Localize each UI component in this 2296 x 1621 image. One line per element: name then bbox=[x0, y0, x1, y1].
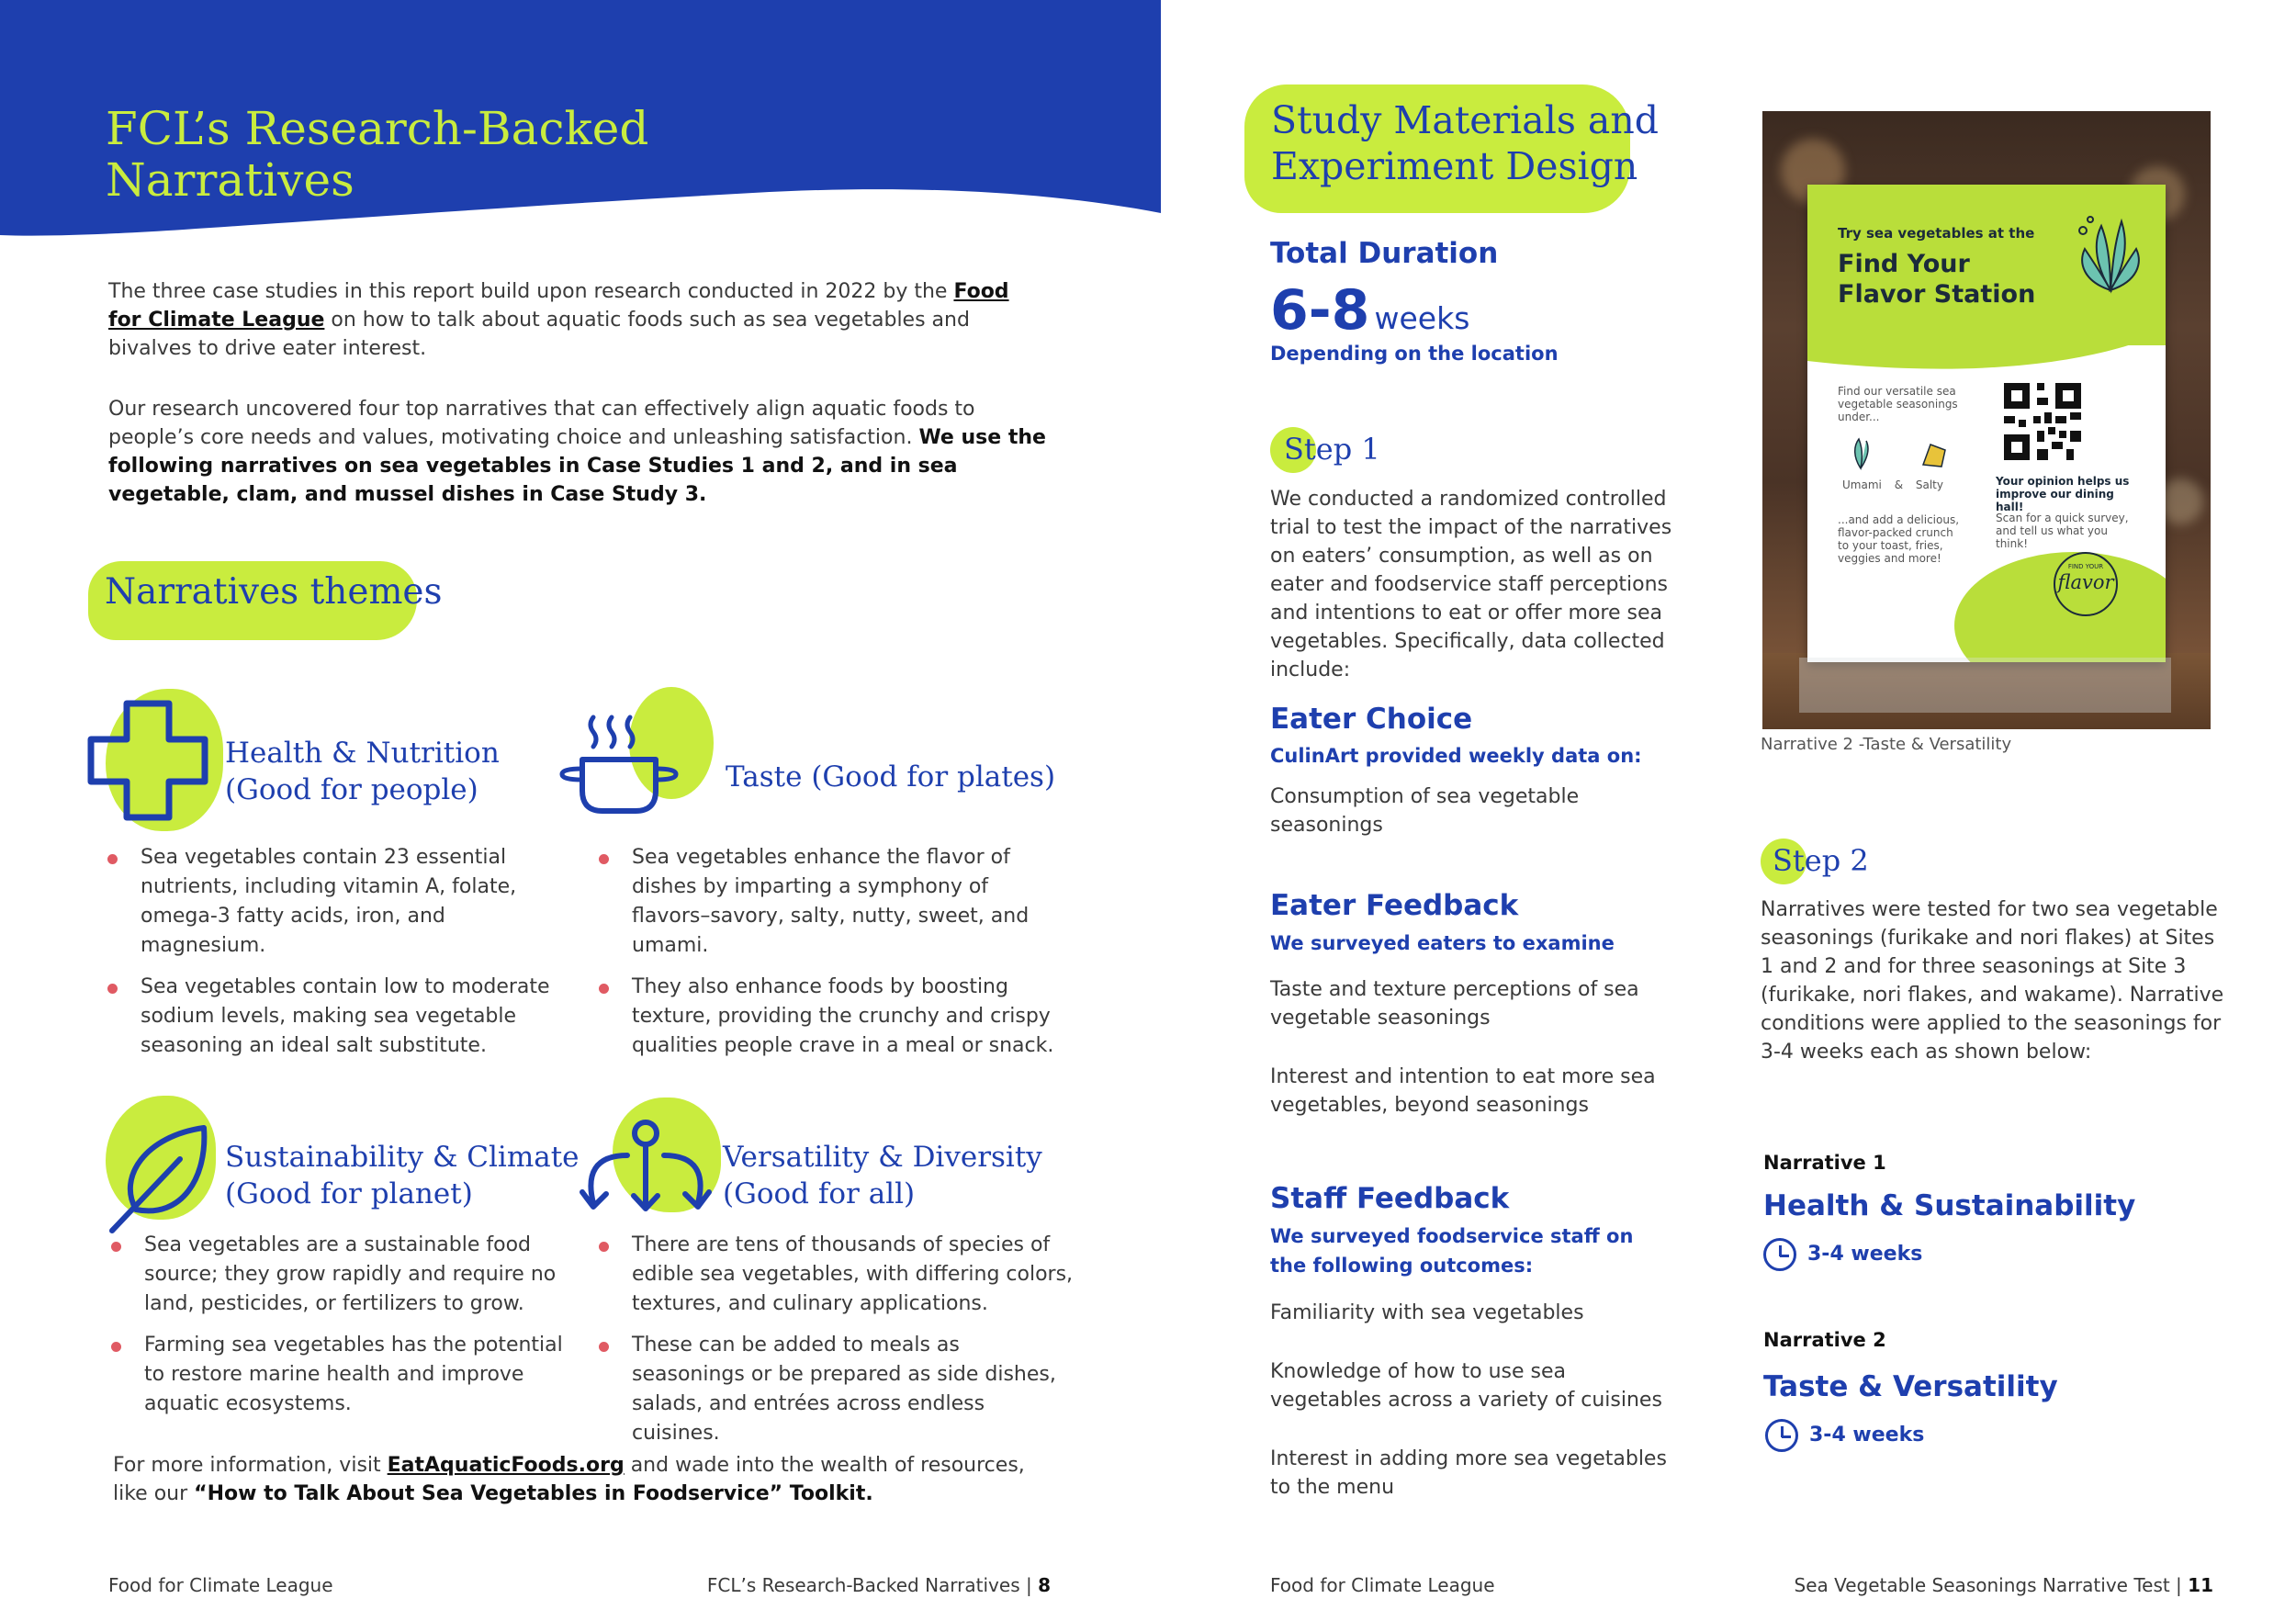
staff-feedback-title: Staff Feedback bbox=[1270, 1182, 1510, 1215]
eater-feedback-subtitle: We surveyed eaters to examine bbox=[1270, 932, 1615, 954]
leaf-icon bbox=[108, 1122, 211, 1234]
page-number-right: 11 bbox=[2188, 1574, 2213, 1596]
qr-code-icon[interactable] bbox=[2000, 379, 2085, 464]
salty-label: Salty bbox=[1915, 478, 1943, 491]
narrative2-label: Narrative 2 bbox=[1763, 1329, 1886, 1351]
list-item bbox=[599, 1331, 1076, 1448]
bullet-text: Farming sea vegetables has the potential to restore marine health and improve aquatic ecosystems. bbox=[144, 1334, 563, 1415]
bullet-dot bbox=[111, 1242, 121, 1252]
find-your-flavor-logo bbox=[2054, 552, 2118, 616]
step2-text: Narratives were tested for two sea vegetable seasonings (furikake and nori flakes) at Sites 1 and 2 and for three seasonings at Site 3 (furikake, nori flakes, and wakame). Narrative conditions were applied to the seasonings for 3-4 weeks each as shown below: bbox=[1761, 898, 2224, 1064]
taste-bullet-list bbox=[599, 843, 1067, 1073]
eater-feedback-item-1: Taste and texture perceptions of sea vegetable seasonings bbox=[1270, 978, 1639, 1030]
duration-note: Depending on the location bbox=[1270, 343, 1559, 365]
card-scan-text: Scan for a quick survey, and tell us what you think! bbox=[1996, 512, 2129, 550]
food-for-climate-league-link[interactable]: Food for Climate League bbox=[108, 280, 1009, 332]
ampersand: & bbox=[1894, 478, 1904, 491]
step1-title: Step 1 bbox=[1284, 432, 1380, 467]
more-info-text: For more information, visit bbox=[113, 1454, 388, 1477]
health-theme-title-line2: (Good for people) bbox=[225, 773, 478, 806]
sustainability-theme-title bbox=[225, 1139, 580, 1212]
toolkit-title: “How to Talk About Sea Vegetables in Foodservice” Toolkit. bbox=[194, 1482, 873, 1505]
diverging-arrows-icon bbox=[577, 1119, 715, 1220]
versatility-bullet-list bbox=[599, 1231, 1076, 1460]
sustainability-theme-title-line2: (Good for planet) bbox=[225, 1177, 473, 1210]
narrative2-duration: 3-4 weeks bbox=[1809, 1424, 1925, 1447]
staff-feedback-subtitle-line1: We surveyed foodservice staff on bbox=[1270, 1225, 1634, 1247]
bullet-text: They also enhance foods by boosting texture, providing the crunchy and crispy qualities people crave in a meal or snack. bbox=[632, 975, 1054, 1057]
narrative1-duration: 3-4 weeks bbox=[1807, 1243, 1923, 1266]
more-info-paragraph bbox=[113, 1451, 1050, 1508]
card-flavor-labels bbox=[1842, 478, 1943, 491]
list-item bbox=[111, 1231, 570, 1319]
narrative2-name: Taste & Versatility bbox=[1763, 1370, 2058, 1403]
step1-text: We conducted a randomized controlled trial to test the impact of the narratives on eaters’ consumption, as well as on eater and foodservice staff perceptions and intentions to eat or offer more sea vegetables. Specifically, data collected include: bbox=[1270, 488, 1672, 681]
table-tent-card bbox=[1807, 185, 2166, 662]
duration-value: 6-8 bbox=[1270, 278, 1370, 343]
intro-paragraph-1 bbox=[108, 277, 1045, 363]
bullet-dot bbox=[599, 1342, 609, 1352]
eater-choice-subtitle: CulinArt provided weekly data on: bbox=[1270, 745, 1642, 767]
bullet-dot bbox=[599, 984, 609, 994]
footer-section-right-text: Sea Vegetable Seasonings Narrative Test | bbox=[1794, 1574, 2189, 1596]
umami-seaweed-icon bbox=[1844, 437, 1877, 470]
bullet-text: Sea vegetables contain 23 essential nutrients, including vitamin A, folate, omega-3 fatty acids, iron, and magnesium. bbox=[141, 846, 517, 957]
list-item bbox=[599, 843, 1067, 961]
bullet-text: There are tens of thousands of species of edible sea vegetables, with differing colors, textures, and culinary applications. bbox=[632, 1233, 1074, 1315]
intro-p2-bold: We use the following narratives on sea vegetables in Case Studies 1 and 2, and in sea vegetable, clam, and mussel dishes in Case Study 3. bbox=[108, 426, 1046, 506]
narrative1-name: Health & Sustainability bbox=[1763, 1189, 2136, 1222]
card-line1: Try sea vegetables at the bbox=[1838, 225, 2035, 242]
umami-label: Umami bbox=[1842, 478, 1882, 491]
health-theme-title-line1: Health & Nutrition bbox=[225, 737, 500, 770]
taste-theme-title-line1: Taste (Good for plates) bbox=[726, 760, 1056, 794]
staff-feedback-item-2: Knowledge of how to use sea vegetables across a variety of cuisines bbox=[1270, 1360, 1662, 1412]
page-number: 8 bbox=[1038, 1574, 1051, 1596]
intro-text-after: on how to talk about aquatic foods such as sea vegetables and bivalves to drive eater interest. bbox=[108, 309, 970, 360]
health-theme-title bbox=[225, 735, 500, 808]
eat-aquatic-foods-link[interactable]: EatAquaticFoods.org bbox=[387, 1454, 625, 1477]
card-add-text: ...and add a delicious, flavor-packed crunch to your toast, fries, veggies and more! bbox=[1838, 513, 1960, 565]
duration-value-row bbox=[1270, 278, 1469, 343]
page-title-line1: FCL’s Research-Backed bbox=[106, 102, 649, 155]
clock-icon bbox=[1763, 1238, 1796, 1271]
page-title bbox=[106, 103, 932, 206]
cooking-pot-icon bbox=[557, 712, 694, 822]
list-item bbox=[107, 973, 576, 1061]
bullet-dot bbox=[111, 1342, 121, 1352]
eater-feedback-title: Eater Feedback bbox=[1270, 889, 1519, 922]
eater-choice-item: Consumption of sea vegetable seasonings bbox=[1270, 785, 1580, 837]
bullet-dot bbox=[107, 854, 118, 864]
staff-feedback-subtitle bbox=[1270, 1221, 1633, 1280]
study-heading-line2: Experiment Design bbox=[1271, 144, 1638, 188]
sustainability-bullet-list bbox=[111, 1231, 570, 1431]
sustainability-theme-title-line1: Sustainability & Climate bbox=[225, 1141, 580, 1174]
intro-text: The three case studies in this report build upon research conducted in 2022 by the bbox=[108, 280, 954, 303]
step2-title: Step 2 bbox=[1773, 843, 1869, 878]
card-headline bbox=[1838, 249, 2035, 310]
footer-organization: Food for Climate League bbox=[108, 1574, 333, 1596]
narratives-themes-heading: Narratives themes bbox=[105, 571, 443, 613]
table-tent-photo bbox=[1762, 111, 2211, 729]
eater-feedback-item-2: Interest and intention to eat more sea vegetables, beyond seasonings bbox=[1270, 1065, 1656, 1117]
bullet-dot bbox=[599, 854, 609, 864]
bullet-text: These can be added to meals as seasonings or be prepared as side dishes, salads, and entrées across endless cuisines. bbox=[632, 1334, 1056, 1445]
footer-organization-right: Food for Climate League bbox=[1270, 1574, 1495, 1596]
card-opinion: Your opinion helps us improve our dining hall! bbox=[1996, 475, 2130, 513]
eater-choice-title: Eater Choice bbox=[1270, 703, 1473, 736]
staff-feedback-item-1: Familiarity with sea vegetables bbox=[1270, 1301, 1584, 1324]
staff-feedback-subtitle-line2: the following outcomes: bbox=[1270, 1255, 1534, 1277]
footer-section bbox=[707, 1574, 1051, 1596]
bullet-text: Sea vegetables contain low to moderate sodium levels, making sea vegetable seasoning an ideal salt substitute. bbox=[141, 975, 550, 1057]
bullet-dot bbox=[107, 984, 118, 994]
card-line3: Flavor Station bbox=[1838, 280, 2036, 309]
study-heading-line1: Study Materials and bbox=[1271, 98, 1660, 142]
versatility-theme-title-line2: (Good for all) bbox=[723, 1177, 916, 1210]
card-wave bbox=[1807, 313, 2166, 377]
taste-theme-title bbox=[726, 759, 1055, 795]
logo-top-text: FIND YOUR bbox=[2067, 563, 2104, 570]
versatility-theme-title bbox=[723, 1139, 1042, 1212]
acrylic-stand bbox=[1799, 658, 2171, 713]
duration-unit: weeks bbox=[1374, 300, 1470, 336]
staff-feedback-item-3: Interest in adding more sea vegetables to the menu bbox=[1270, 1447, 1667, 1499]
narrative1-label: Narrative 1 bbox=[1763, 1152, 1886, 1174]
footer-section-right bbox=[1795, 1574, 2214, 1596]
bullet-dot bbox=[599, 1242, 609, 1252]
seaweed-illustration-icon bbox=[2074, 212, 2147, 295]
total-duration-label: Total Duration bbox=[1270, 237, 1499, 270]
clock-icon bbox=[1765, 1419, 1798, 1452]
bullet-text: Sea vegetables enhance the flavor of dishes by imparting a symphony of flavors–savory, salty, nutty, sweet, and umami. bbox=[632, 846, 1030, 957]
logo-main-text: flavor bbox=[2057, 571, 2114, 593]
salty-crystal-icon bbox=[1918, 437, 1951, 470]
bullet-text: Sea vegetables are a sustainable food source; they grow rapidly and require no land, pesticides, or fertilizers to grow. bbox=[144, 1233, 557, 1315]
list-item bbox=[107, 843, 576, 961]
card-find-text: Find our versatile sea vegetable seasonings under... bbox=[1838, 385, 1958, 423]
photo-caption: Narrative 2 -Taste & Versatility bbox=[1761, 735, 2012, 754]
study-materials-heading bbox=[1271, 97, 1659, 189]
more-info-after: and wade into the wealth of resources, like our bbox=[113, 1454, 1025, 1505]
footer-section-text: FCL’s Research-Backed Narratives | bbox=[706, 1574, 1039, 1596]
intro-p2-text: Our research uncovered four top narratives that can effectively align aquatic foods to people’s core needs and values, motivating choice and unleashing satisfaction. bbox=[108, 398, 975, 449]
versatility-theme-title-line1: Versatility & Diversity bbox=[723, 1141, 1042, 1174]
list-item bbox=[599, 973, 1067, 1061]
list-item bbox=[599, 1231, 1076, 1319]
health-bullet-list bbox=[107, 843, 576, 1073]
card-line2: Find Your bbox=[1838, 250, 1970, 278]
list-item bbox=[111, 1331, 570, 1419]
intro-paragraph-2 bbox=[108, 395, 1054, 509]
health-cross-icon bbox=[85, 698, 210, 823]
page-title-line2: Narratives bbox=[106, 153, 355, 207]
